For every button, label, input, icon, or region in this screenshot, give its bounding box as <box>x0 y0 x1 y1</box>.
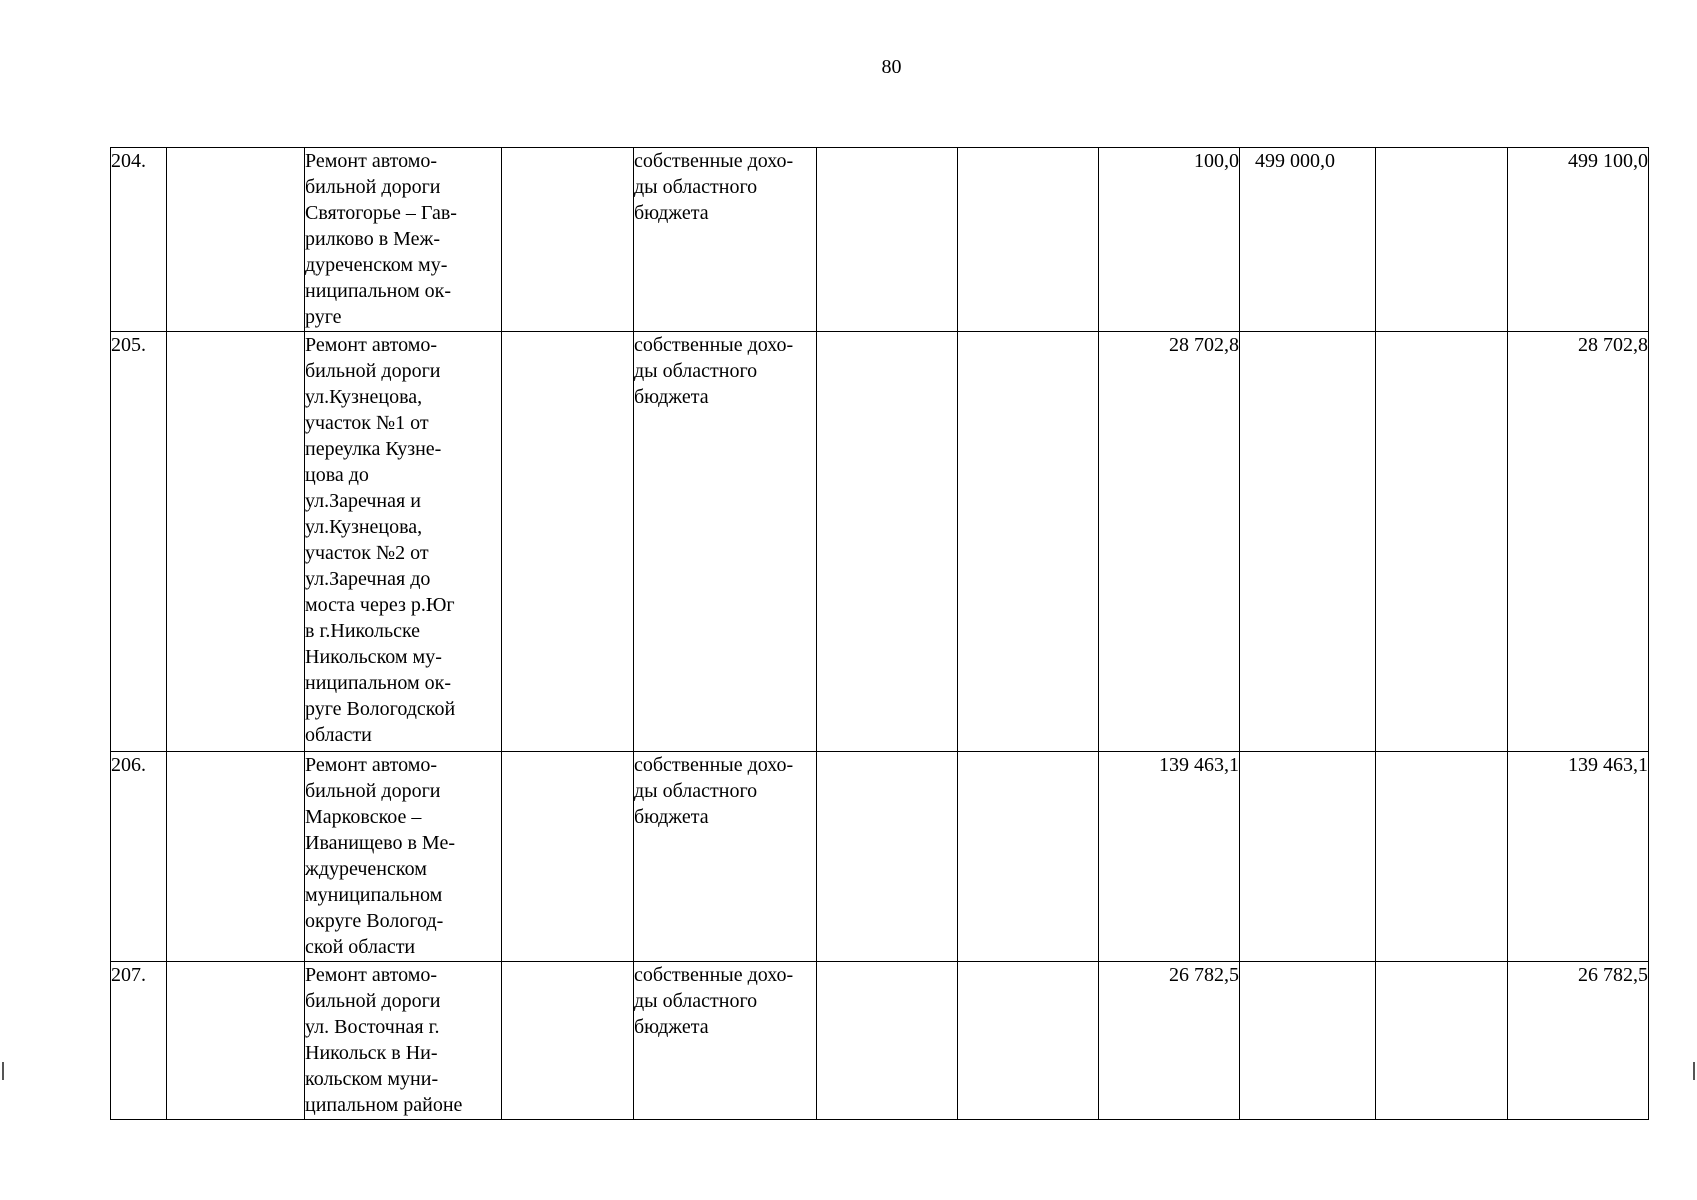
empty-cell <box>817 962 958 1120</box>
funding-source: собственные дохо- ды областного бюджета <box>634 148 817 332</box>
amount-year-2 <box>1240 332 1376 752</box>
amount-year-3 <box>1376 332 1508 752</box>
budget-table <box>110 147 1649 1120</box>
amount-year-1: 28 702,8 <box>1099 332 1240 752</box>
empty-cell <box>958 752 1099 962</box>
empty-cell <box>958 962 1099 1120</box>
amount-year-1: 26 782,5 <box>1099 962 1240 1120</box>
amount-year-2: 499 000,0 <box>1240 148 1376 332</box>
empty-cell <box>502 962 634 1120</box>
empty-cell <box>958 148 1099 332</box>
amount-total: 28 702,8 <box>1508 332 1649 752</box>
empty-cell <box>817 332 958 752</box>
empty-cell <box>167 332 305 752</box>
empty-cell <box>502 148 634 332</box>
amount-year-2 <box>1240 752 1376 962</box>
empty-cell <box>958 332 1099 752</box>
empty-cell <box>817 148 958 332</box>
amount-total: 499 100,0 <box>1508 148 1649 332</box>
amount-total: 139 463,1 <box>1508 752 1649 962</box>
row-number: 206. <box>111 752 167 962</box>
table-row <box>111 148 1649 332</box>
object-name: Ремонт автомо- бильной дороги Святогорье – Гав- рилково в Меж- дуреченском му- ниципальном ок- руге <box>305 148 502 332</box>
empty-cell <box>167 962 305 1120</box>
empty-cell <box>817 752 958 962</box>
scan-edge-mark <box>1693 1062 1695 1080</box>
object-name: Ремонт автомо- бильной дороги ул. Восточная г. Никольск в Ни- кольском муни- ципальном районе <box>305 962 502 1120</box>
amount-year-3 <box>1376 752 1508 962</box>
amount-year-1: 100,0 <box>1099 148 1240 332</box>
table-row <box>111 962 1649 1120</box>
empty-cell <box>167 752 305 962</box>
scan-edge-mark <box>2 1062 4 1080</box>
empty-cell <box>502 752 634 962</box>
funding-source: собственные дохо- ды областного бюджета <box>634 752 817 962</box>
page-number: 80 <box>881 56 902 78</box>
row-number: 204. <box>111 148 167 332</box>
funding-source: собственные дохо- ды областного бюджета <box>634 332 817 752</box>
funding-source: собственные дохо- ды областного бюджета <box>634 962 817 1120</box>
amount-year-1: 139 463,1 <box>1099 752 1240 962</box>
amount-total: 26 782,5 <box>1508 962 1649 1120</box>
amount-year-2 <box>1240 962 1376 1120</box>
table-row <box>111 752 1649 962</box>
amount-year-3 <box>1376 962 1508 1120</box>
row-number: 207. <box>111 962 167 1120</box>
row-number: 205. <box>111 332 167 752</box>
table-row <box>111 332 1649 752</box>
object-name: Ремонт автомо- бильной дороги Марковское – Иванищево в Ме- ждуреченском муниципальном округе Вологод- ской области <box>305 752 502 962</box>
empty-cell <box>502 332 634 752</box>
object-name: Ремонт автомо- бильной дороги ул.Кузнецова, участок №1 от переулка Кузне- цова до ул.Заречная и ул.Кузнецова, участок №2 от ул.Заречная до моста через р.Юг в г.Никольске Никольском му- ниципальном ок- руге Вологодской области <box>305 332 502 752</box>
amount-year-3 <box>1376 148 1508 332</box>
empty-cell <box>167 148 305 332</box>
